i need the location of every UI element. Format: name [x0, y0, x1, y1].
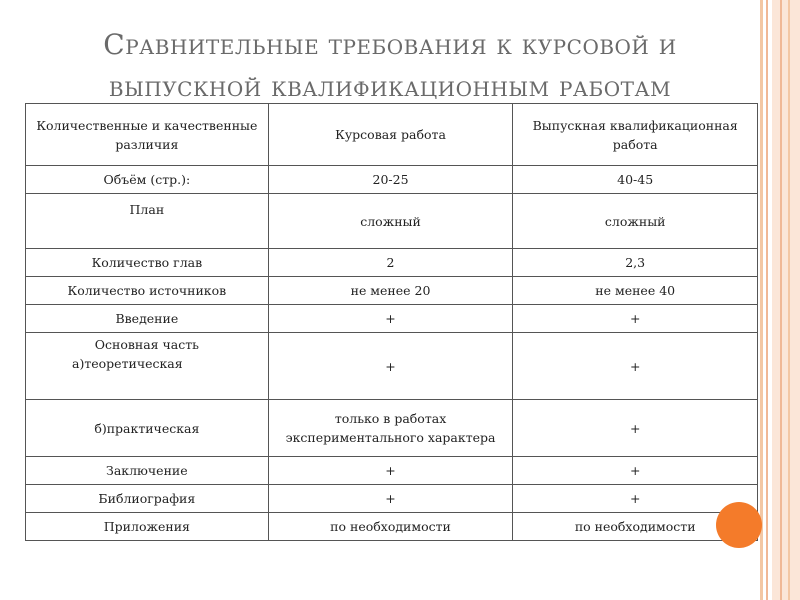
table-row — [26, 166, 758, 194]
header-course-work: Курсовая работа — [268, 104, 513, 166]
table-row — [26, 305, 758, 333]
table-header-row — [26, 104, 758, 166]
course-value: + — [268, 485, 513, 513]
course-value: только в работах экспериментального характера — [268, 400, 513, 457]
border-stripe — [772, 0, 800, 600]
table-row — [26, 457, 758, 485]
thesis-value: 2,3 — [513, 249, 758, 277]
course-value: не менее 20 — [268, 277, 513, 305]
row-label-line-1: Основная часть — [94, 337, 199, 352]
row-label: Приложения — [26, 513, 269, 541]
row-label: Количество источников — [26, 277, 269, 305]
row-label — [26, 333, 269, 400]
row-label: План — [26, 194, 269, 249]
thesis-value: по необходимости — [513, 513, 758, 541]
thesis-value: сложный — [513, 194, 758, 249]
border-stripe — [766, 0, 768, 600]
thesis-value: + — [513, 333, 758, 400]
course-value: по необходимости — [268, 513, 513, 541]
orange-circle-decoration — [716, 502, 762, 548]
thesis-value: не менее 40 — [513, 277, 758, 305]
slide-title — [40, 24, 740, 108]
course-value: + — [268, 305, 513, 333]
row-label: Заключение — [26, 457, 269, 485]
row-label-line-2: а)теоретическая — [72, 356, 183, 371]
title-line-2: выпускной квалификационным работам — [108, 70, 672, 103]
thesis-value: + — [513, 485, 758, 513]
table-row — [26, 333, 758, 400]
row-label: Объём (стр.): — [26, 166, 269, 194]
course-value: 2 — [268, 249, 513, 277]
border-stripe — [788, 0, 790, 600]
thesis-value: 40-45 — [513, 166, 758, 194]
course-value: сложный — [268, 194, 513, 249]
row-label: б)практическая — [26, 400, 269, 457]
row-label: Введение — [26, 305, 269, 333]
header-criteria: Количественные и качественные различия — [26, 104, 269, 166]
table-row — [26, 277, 758, 305]
table-row — [26, 400, 758, 457]
table-row — [26, 485, 758, 513]
course-value: 20-25 — [268, 166, 513, 194]
row-label: Библиография — [26, 485, 269, 513]
thesis-value: + — [513, 305, 758, 333]
border-stripe — [760, 0, 763, 600]
table-row — [26, 249, 758, 277]
header-thesis: Выпускная квалификационная работа — [513, 104, 758, 166]
course-value: + — [268, 333, 513, 400]
comparison-table — [25, 103, 758, 541]
thesis-value: + — [513, 400, 758, 457]
border-stripe — [780, 0, 782, 600]
thesis-value: + — [513, 457, 758, 485]
course-value: + — [268, 457, 513, 485]
title-line-1: Сравнительные требования к курсовой и — [103, 28, 677, 61]
row-label: Количество глав — [26, 249, 269, 277]
table-row — [26, 513, 758, 541]
table-row — [26, 194, 758, 249]
